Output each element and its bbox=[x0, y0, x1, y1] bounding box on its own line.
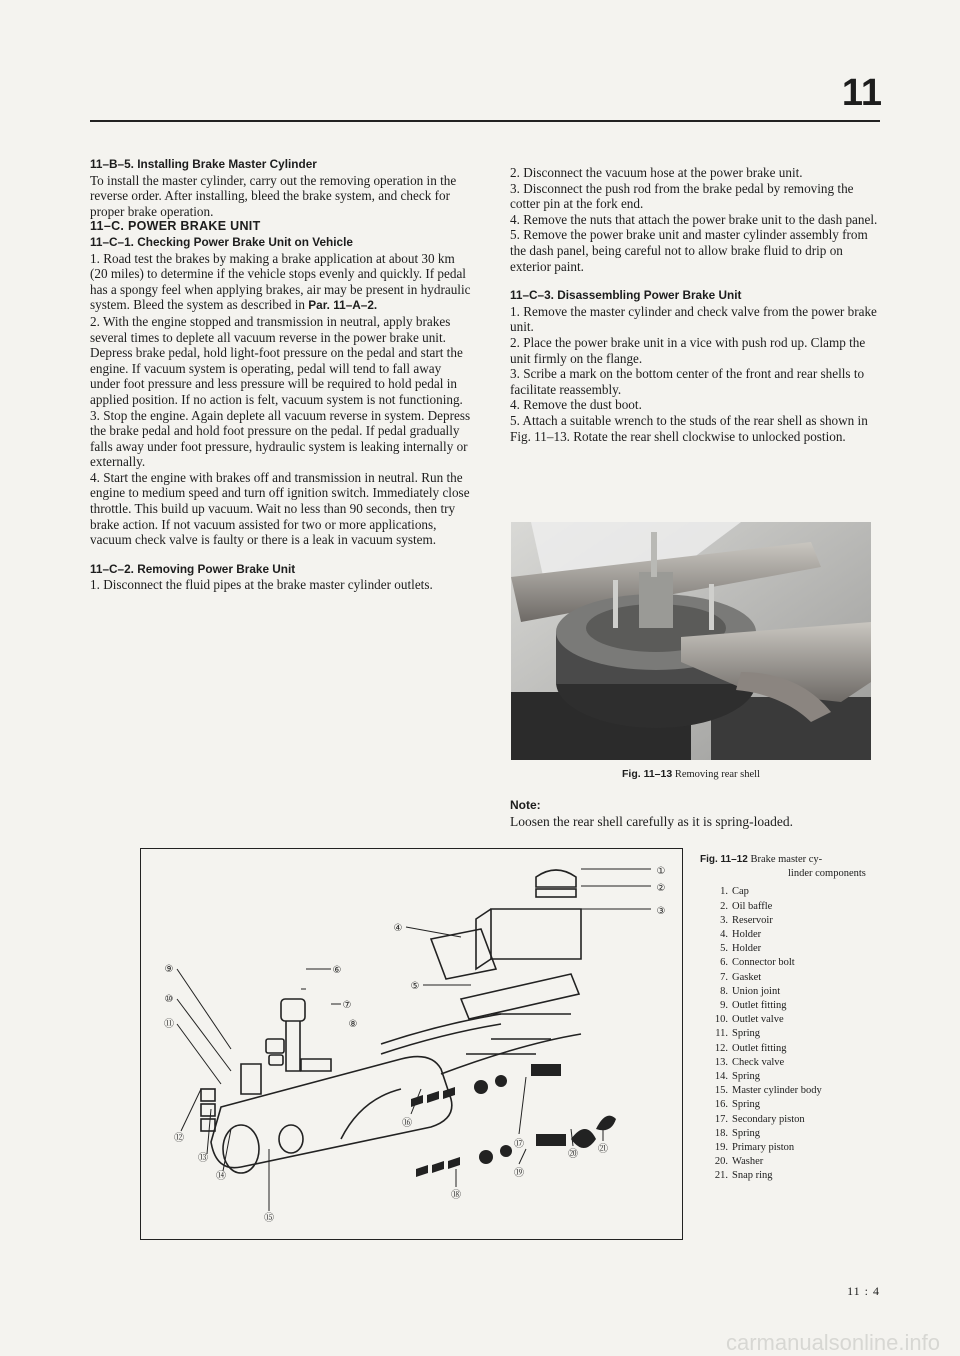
legend-item bbox=[700, 1098, 890, 1112]
legend-item bbox=[700, 999, 890, 1013]
removing-step-2: 2. Disconnect the vacuum hose at the power brake unit. bbox=[510, 165, 803, 180]
callout-20: ⑳ bbox=[568, 1149, 578, 1160]
legend-item-num: 11. bbox=[715, 1028, 728, 1040]
legend-item bbox=[700, 1042, 890, 1056]
checking-step-2: 2. With the engine stopped and transmission in neutral, apply brakes several times to deplete all vacuum reverse in the power brake unit. Depress brake pedal, hold light-foot pressure on the pedal and start the engine. If vacuum system is operating, pedal will tend to fall away under foot pressure and less pressure will be required to hold pedal in applied position. If no action is felt, vacuum system is not functioning. bbox=[90, 313, 463, 407]
rear-shell-photo-illustration bbox=[511, 522, 871, 760]
disassembling-step-3: 3. Scribe a mark on the bottom center of the front and rear shells to facilitate reassembly. bbox=[510, 366, 865, 397]
removing-step-3: 3. Disconnect the push rod from the brake pedal by removing the cotter pin at the fork end. bbox=[510, 180, 854, 212]
legend-item bbox=[700, 1084, 890, 1098]
legend-item bbox=[700, 942, 890, 956]
legend-item-num: 2. bbox=[720, 900, 728, 912]
callout-12: ⑫ bbox=[174, 1133, 184, 1144]
right-column bbox=[510, 165, 880, 444]
legend-item-label: Spring bbox=[732, 1099, 761, 1111]
legend-item bbox=[700, 928, 890, 942]
legend-item bbox=[700, 914, 890, 928]
legend-item-num: 6. bbox=[720, 957, 728, 969]
legend-item-label: Spring bbox=[732, 1127, 761, 1139]
legend-item-num: 19. bbox=[714, 1142, 728, 1154]
legend-item bbox=[700, 1141, 890, 1155]
legend-item-num: 7. bbox=[720, 971, 728, 983]
disassembling-heading: 11–C–3. Disassembling Power Brake Unit bbox=[510, 288, 742, 303]
legend-item-num: 13. bbox=[714, 1056, 728, 1068]
legend-item-num: 4. bbox=[720, 929, 728, 941]
callout-13: ⑬ bbox=[198, 1153, 208, 1164]
legend-item-num: 15. bbox=[714, 1085, 728, 1097]
photo-caption bbox=[511, 768, 871, 780]
master-cylinder-diagram bbox=[140, 848, 683, 1240]
legend-item bbox=[700, 956, 890, 970]
disassembling-step-5: 5. Attach a suitable wrench to the studs of the rear shell as shown in Fig. 11–13. Rotate the rear shell clockwise to unlocked postion. bbox=[510, 412, 868, 444]
callout-15: ⑮ bbox=[264, 1213, 274, 1224]
legend-item-label: Check valve bbox=[732, 1056, 785, 1068]
callout-10: ⑩ bbox=[164, 994, 174, 1005]
legend-item-label: Gasket bbox=[732, 971, 762, 983]
legend-item-label: Master cylinder body bbox=[732, 1085, 822, 1097]
legend-item-num: 21. bbox=[714, 1170, 728, 1182]
legend-item-label: Outlet fitting bbox=[732, 1000, 787, 1012]
legend-item bbox=[700, 1027, 890, 1041]
callout-21: ㉑ bbox=[598, 1144, 608, 1155]
header-rule bbox=[90, 120, 880, 122]
callout-1: ① bbox=[656, 866, 666, 877]
photo-fig-label: Fig. 11–13 bbox=[622, 768, 673, 780]
callout-14: ⑭ bbox=[216, 1171, 226, 1182]
rear-shell-photo bbox=[511, 522, 871, 760]
callout-6: ⑥ bbox=[332, 965, 342, 976]
callout-11: ⑪ bbox=[164, 1019, 174, 1030]
disassembling-step-2: 2. Place the power brake unit in a vice with push rod up. Clamp the unit firmly on the flange. bbox=[510, 334, 866, 366]
watermark: carmanualsonline.info bbox=[725, 1330, 940, 1355]
legend-item-label: Outlet fitting bbox=[732, 1042, 787, 1054]
checking-heading: 11–C–1. Checking Power Brake Unit on Vehicle bbox=[90, 234, 353, 249]
callout-layer bbox=[141, 849, 684, 1241]
legend-item-label: Cap bbox=[732, 886, 749, 898]
checking-step-3: 3. Stop the engine. Again deplete all vacuum reverse in system. Depress the brake pedal and hold foot pressure on the pedal. If pedal gradually falls away under foot pressure, hydraulic system is leaking internally or externally. bbox=[90, 407, 471, 470]
legend-item-label: Connector bolt bbox=[732, 957, 795, 969]
legend-item-label: Holder bbox=[732, 943, 762, 955]
legend-fig-label: Fig. 11–12 bbox=[700, 854, 748, 865]
legend-title bbox=[700, 853, 890, 867]
legend-item-num: 12. bbox=[714, 1042, 728, 1054]
disassembling-step-4: 4. Remove the dust boot. bbox=[510, 397, 642, 413]
callout-9: ⑨ bbox=[164, 964, 174, 975]
legend-item bbox=[700, 1155, 890, 1169]
callout-18: ⑱ bbox=[451, 1190, 461, 1201]
legend-title-line-2: linder components bbox=[788, 868, 866, 880]
legend-item bbox=[700, 1113, 890, 1127]
callout-19: ⑲ bbox=[514, 1168, 524, 1179]
legend-list bbox=[700, 885, 890, 1183]
legend-item-label: Spring bbox=[732, 1071, 761, 1083]
removing-step-4: 4. Remove the nuts that attach the power brake unit to the dash panel. bbox=[510, 211, 878, 227]
callout-2: ② bbox=[656, 883, 666, 894]
disassembling-step-1: 1. Remove the master cylinder and check valve from the power brake unit. bbox=[510, 303, 877, 335]
legend-item-label: Oil baffle bbox=[732, 900, 773, 912]
legend-item bbox=[700, 1127, 890, 1141]
legend-item bbox=[700, 1013, 890, 1027]
legend-item-num: 8. bbox=[720, 985, 728, 997]
callout-8: ⑧ bbox=[348, 1019, 358, 1030]
legend-item-num: 9. bbox=[720, 1000, 728, 1012]
legend-item-label: Washer bbox=[732, 1156, 764, 1168]
photo-caption-text: Removing rear shell bbox=[674, 769, 760, 780]
removing-heading: 11–C–2. Removing Power Brake Unit bbox=[90, 561, 296, 576]
install-heading: 11–B–5. Installing Brake Master Cylinder bbox=[90, 157, 317, 171]
callout-3: ③ bbox=[656, 906, 666, 917]
legend-item-label: Primary piston bbox=[732, 1142, 795, 1154]
legend-title-line-1: Brake master cy- bbox=[750, 854, 823, 865]
legend-item-num: 17. bbox=[714, 1113, 728, 1125]
note-label: Note: bbox=[510, 798, 541, 812]
legend-item-num: 14. bbox=[714, 1071, 728, 1083]
legend-item bbox=[700, 1070, 890, 1084]
callout-17: ⑰ bbox=[514, 1139, 524, 1150]
legend-item-label: Union joint bbox=[732, 985, 781, 997]
legend-item-num: 20. bbox=[714, 1156, 728, 1168]
note-text: Loosen the rear shell carefully as it is spring-loaded. bbox=[510, 814, 794, 829]
callout-4: ④ bbox=[393, 923, 403, 934]
chapter-number: 11 bbox=[841, 72, 882, 114]
legend-item-label: Secondary piston bbox=[732, 1113, 805, 1125]
legend-item bbox=[700, 1056, 890, 1070]
legend-item-label: Reservoir bbox=[732, 914, 773, 926]
checking-step-1 bbox=[90, 251, 472, 314]
legend-item-label: Holder bbox=[732, 929, 762, 941]
legend-item-num: 5. bbox=[720, 943, 728, 955]
legend-item-num: 3. bbox=[720, 914, 728, 926]
callout-16: ⑯ bbox=[402, 1118, 412, 1129]
legend-item bbox=[700, 985, 890, 999]
legend-item-label: Spring bbox=[732, 1028, 761, 1040]
section-heading: 11–C. POWER BRAKE UNIT bbox=[90, 219, 261, 234]
callout-7: ⑦ bbox=[342, 1000, 352, 1011]
checking-step-1-ref: Par. 11–A–2. bbox=[308, 298, 378, 313]
legend-item-num: 1. bbox=[720, 886, 728, 898]
legend-item-label: Outlet valve bbox=[732, 1014, 784, 1026]
callout-5: ⑤ bbox=[410, 981, 420, 992]
removing-step-1: 1. Disconnect the fluid pipes at the brake master cylinder outlets. bbox=[90, 577, 433, 593]
install-text: To install the master cylinder, carry out the removing operation in the reverse order. After installing, bleed the brake system, and check for proper brake operation. bbox=[90, 172, 457, 219]
legend-item-label: Snap ring bbox=[732, 1170, 773, 1182]
left-column bbox=[90, 157, 472, 593]
legend-item bbox=[700, 1169, 890, 1183]
legend-item-num: 10. bbox=[714, 1014, 728, 1026]
legend-item-num: 18. bbox=[714, 1127, 728, 1139]
page-number: 11 : 4 bbox=[847, 1284, 880, 1298]
removing-step-5: 5. Remove the power brake unit and master cylinder assembly from the dash panel, being careful not to allow brake fluid to drip on exterior paint. bbox=[510, 227, 868, 274]
legend-item-num: 16. bbox=[714, 1099, 728, 1111]
checking-step-4: 4. Start the engine with brakes off and transmission in neutral. Run the engine to medium speed and turn off ignition switch. Immediately close throttle. This build up vacuum. Wait no less than 90 seconds, then try brake action. If not vacuum assisted for two or more applications, vacuum check valve is faulty or there is a leak in vacuum system. bbox=[90, 469, 470, 548]
legend-item bbox=[700, 885, 890, 899]
legend-item bbox=[700, 900, 890, 914]
figure-legend bbox=[700, 853, 890, 1184]
legend-item bbox=[700, 971, 890, 985]
checking-step-1-text: 1. Road test the brakes by making a brake application at about 30 km (20 miles) to determine if the vehicle stops evenly and quickly. If pedal has a spongy feel when applying brakes, air may be present in hydraulic system. Bleed the system as described in bbox=[90, 250, 471, 313]
